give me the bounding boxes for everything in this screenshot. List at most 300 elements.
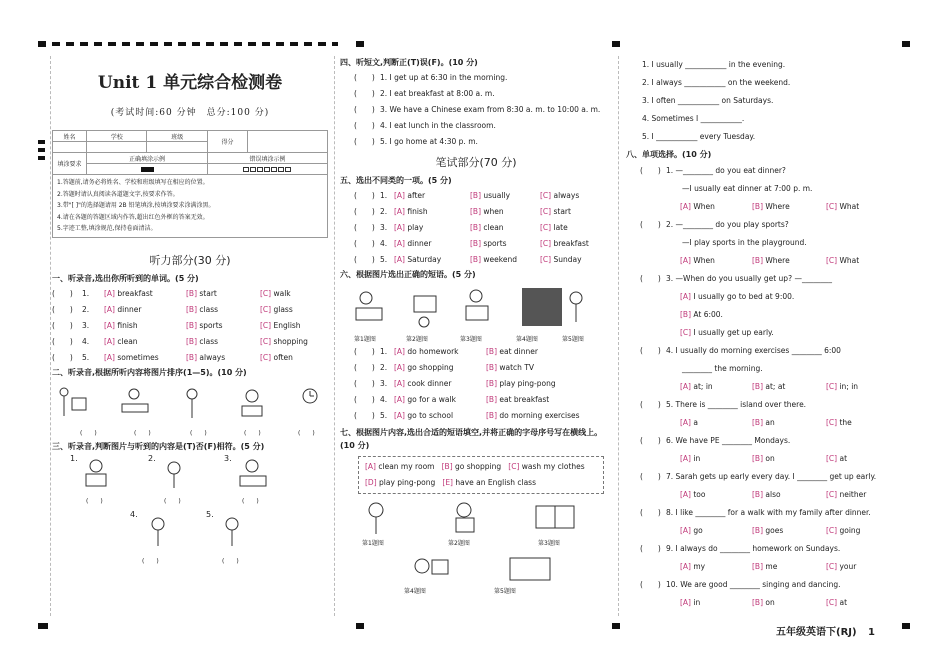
question-row	[52, 318, 328, 334]
option[interactable]	[186, 318, 223, 334]
choice-text: have an English class	[455, 478, 536, 487]
answer-paren[interactable]: ( )	[640, 544, 661, 553]
option[interactable]: [C] the	[826, 418, 852, 427]
section-5-items	[340, 188, 612, 268]
question-number: 1.	[380, 347, 388, 356]
question-row	[340, 102, 612, 118]
option[interactable]	[104, 286, 153, 302]
option-letter: [A]	[104, 336, 115, 346]
column-right	[626, 56, 898, 612]
corner-mark	[38, 623, 48, 629]
option-letter: [B]	[470, 255, 481, 264]
section-7-word-box	[358, 456, 604, 494]
question-row	[626, 162, 898, 180]
option-letter: [C]	[540, 207, 552, 216]
option-text: do morning exercises	[499, 411, 580, 420]
option-text: finish	[407, 207, 428, 216]
option[interactable]: [C] I usually get up early.	[680, 328, 774, 337]
option[interactable]: [B] at; at	[752, 382, 786, 391]
info-table	[52, 130, 328, 175]
answer-paren[interactable]: ( )	[354, 207, 375, 216]
option-letter: [B]	[486, 411, 497, 420]
option-text: always	[199, 352, 226, 362]
person-icon	[226, 518, 238, 530]
pic-label: 第5题图	[494, 588, 516, 595]
answer-paren[interactable]: ( )	[640, 508, 661, 517]
option-text: Sunday	[553, 255, 582, 264]
options-row	[626, 594, 898, 612]
question-row	[340, 252, 612, 268]
option-letter: [A]	[394, 395, 405, 404]
option[interactable]	[394, 188, 425, 204]
option[interactable]	[260, 318, 301, 334]
pic-number: 5.	[206, 509, 214, 519]
option-letter: [A]	[394, 347, 405, 356]
question-number: 3.	[82, 320, 90, 330]
option[interactable]	[540, 236, 589, 252]
question-text: 8. I like ________ for a walk with my family after dinner.	[666, 508, 871, 517]
section-1-items	[52, 286, 328, 366]
answer-paren[interactable]: ( )	[640, 472, 661, 481]
question-text: 4. I usually do morning exercises ________ 6:00	[666, 346, 841, 355]
option[interactable]	[470, 252, 517, 268]
desk-icon	[122, 404, 148, 412]
option[interactable]	[260, 302, 293, 318]
option[interactable]	[486, 392, 549, 408]
person-icon	[60, 388, 68, 396]
corner-mark	[612, 623, 620, 629]
question-row	[340, 70, 612, 86]
question-text: 3. —When do you usually get up? —________	[666, 274, 832, 283]
option[interactable]: [C] your	[826, 562, 857, 571]
option-letter: [B]	[186, 288, 197, 298]
options-row	[626, 450, 898, 468]
section-3-title: 三、听录音,判断图片与听到的内容是(T)否(F)相符。(5 分)	[52, 441, 265, 451]
choice-text: go shopping	[455, 462, 502, 471]
school-label: 学校	[87, 131, 147, 142]
border-line	[618, 56, 619, 616]
option[interactable]	[186, 334, 218, 350]
answer-paren[interactable]: ( )	[354, 89, 375, 98]
note: 5.字迹工整,填涂规范,保持卷面清洁。	[57, 225, 157, 232]
option-text: breakfast	[553, 239, 589, 248]
option[interactable]: [C] neither	[826, 490, 867, 499]
option-text: cook dinner	[407, 379, 452, 388]
option-text: play	[407, 223, 424, 232]
choice-letter: [D]	[365, 478, 377, 487]
option[interactable]: [B] also	[752, 490, 781, 499]
option[interactable]: [B] on	[752, 598, 775, 607]
option-letter: [A]	[104, 304, 115, 314]
option[interactable]: [C] at	[826, 598, 848, 607]
options-row	[626, 522, 898, 540]
corner-mark	[902, 41, 910, 47]
option[interactable]	[394, 376, 451, 392]
answer-paren[interactable]: ( )	[640, 580, 661, 589]
choice-text: play ping-pong	[379, 478, 436, 487]
option[interactable]	[104, 302, 141, 318]
question-row	[626, 576, 898, 594]
option[interactable]	[394, 204, 428, 220]
fill-line[interactable]: 1. I usually ___________ in the evening.	[642, 60, 786, 69]
question-row	[626, 540, 898, 558]
class-field[interactable]	[147, 142, 208, 153]
answer-paren[interactable]: ( )	[52, 352, 73, 362]
option-text: class	[199, 336, 219, 346]
column-left	[52, 56, 328, 572]
option[interactable]: [A] When	[680, 202, 715, 211]
answer-paren[interactable]: ( )	[354, 255, 375, 264]
school-field[interactable]	[87, 142, 147, 153]
question-number: 5.	[82, 352, 90, 362]
option-text: go for a walk	[407, 395, 456, 404]
question-row	[626, 504, 898, 522]
option-letter: [A]	[394, 223, 405, 232]
option-text: sports	[483, 239, 507, 248]
option[interactable]	[486, 376, 556, 392]
question-number: 4.	[380, 239, 388, 248]
answer-paren[interactable]: ( )	[52, 320, 73, 330]
person-icon	[457, 503, 471, 517]
option-letter: [C]	[540, 255, 552, 264]
answer-paren[interactable]: ( )	[52, 336, 73, 346]
options-row	[626, 252, 898, 270]
option-letter: [B]	[486, 363, 497, 372]
option-letter: [A]	[394, 207, 405, 216]
answer-paren[interactable]: ( )	[640, 346, 661, 355]
answer-paren[interactable]: ( )	[52, 288, 73, 298]
question-number: 2.	[380, 363, 388, 372]
option[interactable]	[470, 220, 504, 236]
option[interactable]	[260, 286, 291, 302]
option[interactable]	[186, 286, 217, 302]
column-middle	[340, 56, 612, 594]
question-number: 1.	[82, 288, 90, 298]
option-text: eat dinner	[499, 347, 538, 356]
statement-text: 1. I get up at 6:30 in the morning.	[380, 73, 508, 82]
option-text: watch TV	[499, 363, 535, 372]
option[interactable]: [B] Where	[752, 202, 790, 211]
top-dash-line	[52, 42, 338, 46]
option[interactable]	[394, 344, 459, 360]
pic-number: 4.	[130, 509, 138, 519]
option[interactable]: [C] at	[826, 454, 848, 463]
option[interactable]	[470, 204, 504, 220]
fill-line[interactable]: 5. I ___________ every Tuesday.	[642, 132, 756, 141]
page-number: 1	[868, 627, 876, 638]
question-text: 10. We are good ________ singing and dancing.	[666, 580, 841, 589]
option[interactable]: [A] in	[680, 598, 701, 607]
answer-paren[interactable]: ( )	[52, 304, 73, 314]
option-letter: [A]	[394, 411, 405, 420]
option[interactable]: [A] my	[680, 562, 706, 571]
option-letter: [C]	[260, 320, 272, 330]
side-mark	[38, 156, 45, 160]
option-text: Saturday	[407, 255, 442, 264]
option-letter: [B]	[486, 379, 497, 388]
option[interactable]	[486, 344, 538, 360]
answer-paren[interactable]: ( )	[354, 137, 375, 146]
option[interactable]: [B] on	[752, 454, 775, 463]
fill-req-label: 填涂要求	[53, 153, 87, 175]
stove-icon	[466, 306, 488, 320]
option[interactable]: [A] When	[680, 256, 715, 265]
question-row	[52, 286, 328, 302]
choice-letter: [C]	[508, 462, 520, 471]
statement-text: 4. I eat lunch in the classroom.	[380, 121, 496, 130]
option[interactable]: [A] at; in	[680, 382, 713, 391]
option[interactable]	[486, 408, 580, 424]
option[interactable]	[486, 360, 534, 376]
question-row	[52, 334, 328, 350]
option[interactable]	[470, 236, 507, 252]
person-icon	[168, 462, 180, 474]
option[interactable]	[394, 236, 431, 252]
question-row	[340, 408, 612, 424]
question-number: 3.	[380, 379, 388, 388]
answer-paren[interactable]: ( )	[354, 121, 375, 130]
question-row	[340, 134, 612, 150]
option-text: usually	[483, 191, 511, 200]
option[interactable]: [C] What	[826, 256, 860, 265]
option-text: clean	[483, 223, 504, 232]
question-text: 1. —________ do you eat dinner?	[666, 166, 786, 175]
section-1-title: 一、听录音,选出你所听到的单词。(5 分)	[52, 273, 199, 283]
options-row	[626, 414, 898, 432]
choice-text: wash my clothes	[521, 462, 585, 471]
option[interactable]: [B] an	[752, 418, 775, 427]
option-text: dinner	[117, 304, 142, 314]
answer-paren[interactable]: ( )	[354, 411, 375, 420]
pic-number: 2.	[148, 453, 156, 463]
table-icon	[356, 308, 382, 320]
person-icon	[187, 389, 197, 399]
option[interactable]: [C] in; in	[826, 382, 859, 391]
option[interactable]: [A] too	[680, 490, 706, 499]
answer-paren[interactable]: ( )	[354, 105, 375, 114]
section-3-illustrations	[52, 454, 328, 572]
fill-line[interactable]: 4. Sometimes I ___________.	[642, 114, 745, 123]
question-row	[340, 86, 612, 102]
option-text: sometimes	[117, 352, 159, 362]
option[interactable]	[394, 252, 441, 268]
option[interactable]: [B] goes	[752, 526, 784, 535]
option[interactable]	[394, 392, 456, 408]
option-text: late	[553, 223, 568, 232]
question-row	[52, 350, 328, 366]
answer-paren[interactable]: ( )	[354, 379, 375, 388]
question-number: 4.	[82, 336, 90, 346]
statement-text: 2. I eat breakfast at 8:00 a. m.	[380, 89, 495, 98]
pic-number: 3.	[224, 453, 232, 463]
option[interactable]: [B] At 6:00.	[680, 310, 723, 319]
option[interactable]	[186, 350, 225, 366]
question-number: 2.	[82, 304, 90, 314]
option[interactable]	[260, 334, 308, 350]
listening-heading: 听力部分(30 分)	[149, 253, 231, 267]
pic-label: 第2题图	[448, 540, 470, 547]
question-number: 2.	[380, 207, 388, 216]
option-text: always	[553, 191, 580, 200]
question-number: 5.	[380, 411, 388, 420]
option[interactable]	[394, 220, 423, 236]
exam-subtitle: (考试时间:60 分钟 总分:100 分)	[110, 108, 270, 118]
option[interactable]	[104, 350, 159, 366]
written-heading: 笔试部分(70 分)	[435, 156, 517, 169]
answer-paren[interactable]: ( )	[640, 166, 661, 175]
pic-label: 第4题图	[516, 336, 538, 343]
question-text: 6. We have PE ________ Mondays.	[666, 436, 791, 445]
washer-icon	[432, 560, 448, 574]
section-2-pictures: ( ) ( ) ( ) ( ) ( )	[52, 384, 328, 440]
pic-number: 1.	[70, 453, 78, 463]
question-row	[626, 216, 898, 234]
score-label: 得分	[208, 131, 248, 153]
note: 3.带"[ ]"的选择题请用 2B 铅笔填涂,按填涂要求涂满涂黑。	[57, 202, 215, 209]
question-row	[626, 396, 898, 414]
answer-paren[interactable]: ( )	[354, 191, 375, 200]
option[interactable]	[260, 350, 293, 366]
option-letter: [B]	[486, 347, 497, 356]
option[interactable]	[540, 204, 571, 220]
corner-mark	[612, 41, 620, 47]
wrong-example-label: 错误填涂示例	[208, 153, 328, 164]
correct-example	[87, 164, 208, 175]
option-text: class	[199, 304, 219, 314]
option[interactable]: [A] in	[680, 454, 701, 463]
fill-line[interactable]: 3. I often ___________ on Saturdays.	[642, 96, 774, 105]
option[interactable]	[394, 360, 453, 376]
option-letter: [B]	[486, 395, 497, 404]
option[interactable]	[104, 318, 138, 334]
person-icon	[415, 559, 429, 573]
option-text: walk	[273, 288, 291, 298]
question-extra: —I usually eat dinner at 7:00 p. m.	[682, 184, 813, 193]
option-letter: [B]	[186, 320, 197, 330]
option-text: weekend	[483, 255, 517, 264]
option-letter: [C]	[540, 223, 552, 232]
person-icon	[369, 503, 383, 517]
question-number: 1.	[380, 191, 388, 200]
pic-label: 第4题图	[404, 588, 426, 595]
option-letter: [C]	[540, 239, 552, 248]
option-text: do homework	[407, 347, 459, 356]
option[interactable]: [C] going	[826, 526, 861, 535]
option-letter: [A]	[104, 320, 115, 330]
score-field[interactable]	[248, 131, 328, 153]
question-row	[626, 270, 898, 288]
pic-label: 第1题图	[362, 540, 384, 547]
question-extra: —I play sports in the playground.	[682, 238, 807, 247]
answer-paren[interactable]: ( )	[354, 395, 375, 404]
section-7-lines	[626, 56, 898, 146]
pic-label: 第5题图	[562, 336, 584, 343]
question-row	[340, 360, 612, 376]
option[interactable]	[104, 334, 138, 350]
pic-label: 第3题图	[538, 540, 560, 547]
option[interactable]: [C] What	[826, 202, 860, 211]
section-2-title: 二、听录音,根据所听内容将图片排序(1—5)。(10 分)	[52, 367, 247, 377]
question-row	[340, 392, 612, 408]
option-letter: [A]	[104, 352, 115, 362]
name-field[interactable]	[53, 142, 87, 153]
choice-text: clean my room	[378, 462, 435, 471]
class-label: 班级	[147, 131, 208, 142]
option[interactable]: [B] Where	[752, 256, 790, 265]
question-row	[626, 342, 898, 360]
option-text: shopping	[273, 336, 308, 346]
answer-paren[interactable]: ( )	[354, 73, 375, 82]
option[interactable]	[540, 188, 579, 204]
section-8-items	[626, 162, 898, 612]
option-text: English	[273, 320, 301, 330]
option[interactable]	[470, 188, 510, 204]
option-text: sports	[199, 320, 223, 330]
statement-text: 5. I go home at 4:30 p. m.	[380, 137, 478, 146]
option-text: play ping-pong	[499, 379, 556, 388]
answer-paren[interactable]: ( )	[640, 274, 661, 283]
option-text: go shopping	[407, 363, 454, 372]
page-footer	[776, 623, 875, 638]
question-row	[626, 468, 898, 486]
option[interactable]: [B] me	[752, 562, 778, 571]
option[interactable]	[394, 408, 453, 424]
person-icon	[570, 292, 582, 304]
section-6-items	[340, 344, 612, 424]
person-icon	[129, 389, 139, 399]
option[interactable]	[540, 220, 568, 236]
option-letter: [B]	[470, 191, 481, 200]
question-text: 2. —________ do you play sports?	[666, 220, 789, 229]
option-letter: [A]	[394, 191, 405, 200]
option-letter: [A]	[104, 288, 115, 298]
person-icon	[246, 460, 258, 472]
answer-paren[interactable]: ( )	[354, 223, 375, 232]
option-text: glass	[273, 304, 293, 314]
corner-mark	[38, 41, 46, 47]
option-text: dinner	[407, 239, 432, 248]
option-text: clean	[117, 336, 138, 346]
corner-mark	[356, 623, 364, 629]
person-icon	[360, 292, 372, 304]
corner-mark	[356, 41, 364, 47]
question-text: 5. There is ________ island over there.	[666, 400, 807, 409]
section-6-title: 六、根据图片选出正确的短语。(5 分)	[340, 270, 476, 279]
question-text: 7. Sarah gets up early every day. I ________ get up early.	[666, 472, 877, 481]
side-mark	[38, 148, 45, 152]
section-5-title: 五、选出不同类的一项。(5 分)	[340, 176, 452, 185]
answer-paren[interactable]: ( )	[640, 400, 661, 409]
question-row	[340, 118, 612, 134]
answer-paren[interactable]: ( )	[354, 239, 375, 248]
tv-icon	[414, 296, 436, 312]
shopping-cart-icon	[72, 398, 86, 410]
answer-paren[interactable]: ( )	[640, 220, 661, 229]
option[interactable]: [A] a	[680, 418, 698, 427]
question-number: 4.	[380, 395, 388, 404]
option[interactable]: [A] go	[680, 526, 703, 535]
answer-paren[interactable]: ( )	[640, 436, 661, 445]
answer-paren[interactable]: ( )	[354, 363, 375, 372]
fill-line[interactable]: 2. I always ___________ on the weekend.	[642, 78, 791, 87]
person-icon	[246, 390, 258, 402]
option[interactable]	[540, 252, 582, 268]
option[interactable]	[186, 302, 218, 318]
option[interactable]: [A] I usually go to bed at 9:00.	[680, 292, 795, 301]
answer-paren[interactable]: ( )	[354, 347, 375, 356]
person-icon	[90, 460, 102, 472]
classroom-icon	[510, 558, 550, 580]
